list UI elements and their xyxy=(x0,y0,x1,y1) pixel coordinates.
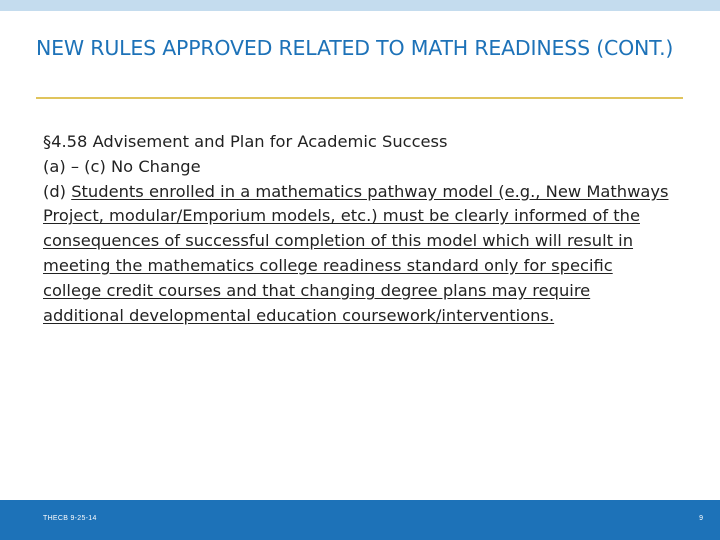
section-heading: §4.58 Advisement and Plan for Academic Success xyxy=(43,132,448,151)
clause-d xyxy=(43,180,673,329)
clause-d-text: Students enrolled in a mathematics pathway model (e.g., New Mathways Project, modular/Emporium models, etc.) must be clearly informed of the consequences of successful completion of this model which will result in meeting the mathematics college readiness standard only for specific college credit courses and that changing degree plans may require additional developmental education coursework/interventions. xyxy=(43,181,669,325)
slide-body xyxy=(43,130,673,328)
top-accent-bar xyxy=(0,0,720,11)
slide-title: NEW RULES APPROVED RELATED TO MATH READINESS (CONT.) xyxy=(36,36,674,60)
footer-source: THECB 9-25-14 xyxy=(43,515,97,522)
footer-bar xyxy=(0,500,720,540)
no-change-line: (a) – (c) No Change xyxy=(43,156,201,176)
clause-d-label: (d) xyxy=(43,181,72,201)
title-divider xyxy=(36,97,683,99)
page-number: 9 xyxy=(699,515,703,522)
